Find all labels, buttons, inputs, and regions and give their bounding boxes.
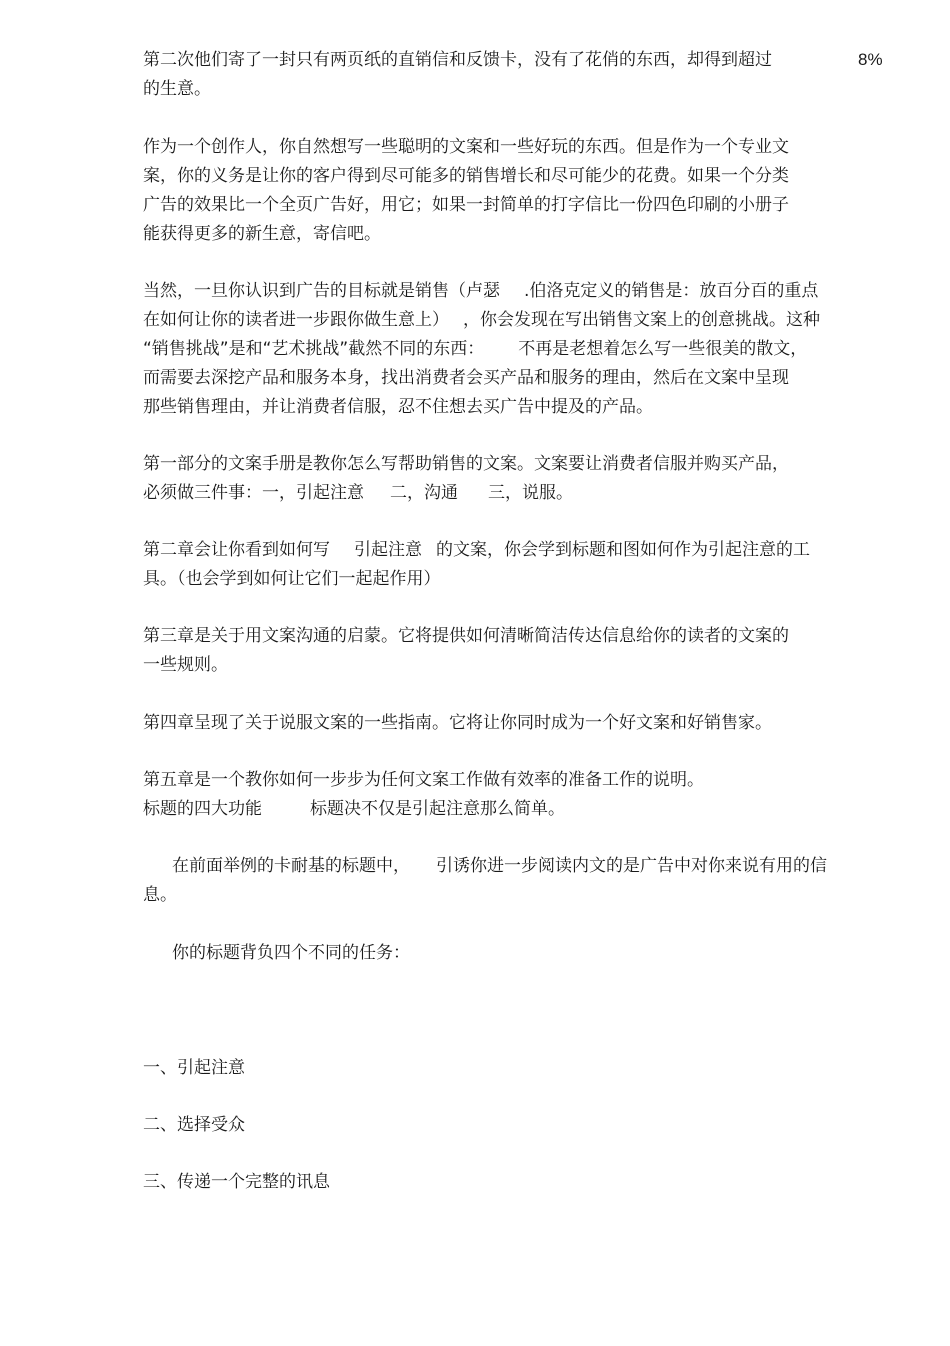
percentage-value: 8% xyxy=(858,50,883,69)
paragraph-6-line-2: 一些规则。 xyxy=(143,655,228,675)
paragraph-3-line-2 xyxy=(143,307,820,333)
paragraph-7-line-1: 第四章呈现了关于说服文案的一些指南。它将让你同时成为一个好文案和好销售家。 xyxy=(143,713,772,733)
paragraph-3-line-4: 而需要去深挖产品和服务本身，找出消费者会买产品和服务的理由，然后在文案中呈现 xyxy=(143,368,789,388)
paragraph-2-line-4: 能获得更多的新生意，寄信吧。 xyxy=(143,224,381,244)
paragraph-6-line-1: 第三章是关于用文案沟通的启蒙。它将提供如何清晰简洁传达信息给你的读者的文案的 xyxy=(143,626,789,646)
list-item: 三、传递一个完整的讯息 xyxy=(143,1172,330,1192)
text-segment: 三，说服。 xyxy=(488,483,573,503)
text-segment: 当然，一旦你认识到广告的目标就是销售（卢瑟 xyxy=(143,281,500,301)
text-segment: “销售挑战”是和“艺术挑战”截然不同的东西： xyxy=(143,339,485,359)
paragraph-8-line-1: 第五章是一个教你如何一步步为任何文案工作做有效率的准备工作的说明。 xyxy=(143,770,704,790)
section-heading: 标题的四大功能 xyxy=(143,799,262,819)
text-segment: 二，沟通 xyxy=(390,483,458,503)
paragraph-5-line-1 xyxy=(143,537,810,563)
list-item: 二、选择受众 xyxy=(143,1115,245,1135)
text-segment: 标题决不仅是引起注意那么简单。 xyxy=(310,799,565,819)
list-item: 一、引起注意 xyxy=(143,1058,245,1078)
paragraph-2-line-2: 案，你的义务是让你的客户得到尽可能多的销售增长和尽可能少的花费。如果一个分类 xyxy=(143,166,789,186)
text-segment: 引起注意 xyxy=(354,540,422,560)
paragraph-8-line-2 xyxy=(143,796,565,822)
paragraph-4-line-2 xyxy=(143,480,573,506)
paragraph-2-line-1: 作为一个创作人，你自然想写一些聪明的文案和一些好玩的东西。但是作为一个专业文 xyxy=(143,137,789,157)
paragraph-1-line-1: 第二次他们寄了一封只有两页纸的直销信和反馈卡，没有了花俏的东西，却得到超过 xyxy=(143,50,772,70)
paragraph-4-line-1: 第一部分的文案手册是教你怎么写帮助销售的文案。文案要让消费者信服并购买产品， xyxy=(143,454,789,474)
paragraph-3-line-3 xyxy=(143,336,807,362)
paragraph-5-line-2: 具。（也会学到如何让它们一起起作用） xyxy=(143,569,441,589)
paragraph-9-line-2: 息。 xyxy=(143,885,177,905)
paragraph-3-line-5: 那些销售理由，并让消费者信服，忍不住想去买广告中提及的产品。 xyxy=(143,397,653,417)
text-segment: 在如何让你的读者进一步跟你做生意上） xyxy=(143,310,449,330)
text-segment: 在前面举例的卡耐基的标题中， xyxy=(172,856,410,876)
paragraph-9-line-1 xyxy=(172,853,827,879)
text-segment: 引诱你进一步阅读内文的是广告中对你来说有用的信 xyxy=(436,856,827,876)
paragraph-3-line-1 xyxy=(143,278,818,304)
text-segment: 的文案，你会学到标题和图如何作为引起注意的工 xyxy=(436,540,810,560)
text-segment: ，你会发现在写出销售文案上的创意挑战。这种 xyxy=(463,310,820,330)
paragraph-1-line-2: 的生意。 xyxy=(143,79,211,99)
text-segment: .伯洛克定义的销售是：放百分百的重点 xyxy=(524,281,819,301)
text-segment: 必须做三件事：一，引起注意 xyxy=(143,483,364,503)
text-segment: 第二章会让你看到如何写 xyxy=(143,540,330,560)
text-segment: 不再是老想着怎么写一些很美的散文， xyxy=(518,339,808,359)
paragraph-2-line-3: 广告的效果比一个全页广告好，用它；如果一封简单的打字信比一份四色印刷的小册子 xyxy=(143,195,789,215)
paragraph-10-line-1: 你的标题背负四个不同的任务： xyxy=(172,943,410,963)
